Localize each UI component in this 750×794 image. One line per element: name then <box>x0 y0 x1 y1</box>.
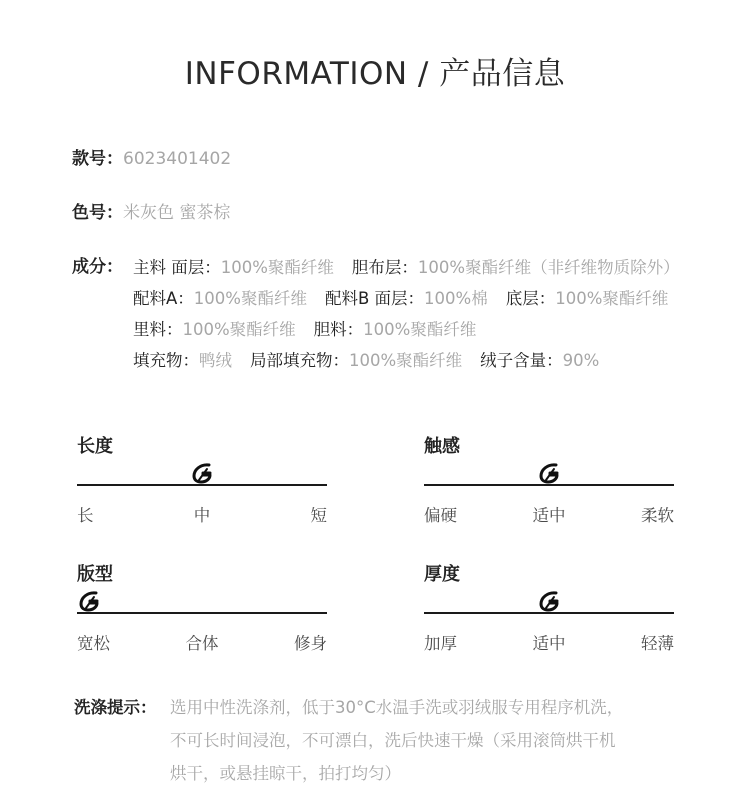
scale-length <box>77 432 327 532</box>
composition-line <box>133 345 680 376</box>
scale-label-right: 短 <box>310 506 327 525</box>
composition-value: 100%聚酯纤维 <box>193 289 307 308</box>
composition-key: 局部填充物： <box>250 351 349 370</box>
scale-label-right: 轻薄 <box>641 634 674 653</box>
scale-label-right: 柔软 <box>641 506 674 525</box>
scale-label-middle: 适中 <box>532 634 566 653</box>
scale-label-right: 修身 <box>294 634 327 653</box>
scale-label-middle: 中 <box>193 506 211 525</box>
style-number-value: 6023401402 <box>123 149 232 169</box>
scale-title: 触感 <box>424 436 460 457</box>
wash-line: 不可长时间浸泡，不可漂白，洗后快速干燥（采用滚筒烘干机 <box>170 731 616 750</box>
composition-value: 100%聚酯纤维 <box>555 289 669 308</box>
scale-label-left: 长 <box>77 506 94 525</box>
composition-value: 100%棉 <box>424 289 488 308</box>
composition-label: 成分： <box>72 257 123 277</box>
composition-value: 鸭绒 <box>199 351 232 370</box>
style-number-row <box>72 144 231 175</box>
composition-line <box>133 283 680 314</box>
wash-text <box>170 692 690 791</box>
composition-key: 底层： <box>505 289 556 308</box>
composition-value: 100%聚酯纤维 <box>182 320 296 339</box>
color-number-value: 米灰色 蜜茶棕 <box>123 203 231 223</box>
composition-key: 胆布层： <box>351 258 418 277</box>
scale-line <box>77 612 327 614</box>
composition-value: 100%聚酯纤维 <box>363 320 477 339</box>
composition-value: 100%聚酯纤维 <box>349 351 463 370</box>
composition-key: 配料B 面层： <box>324 289 425 308</box>
color-number-row <box>72 198 230 229</box>
composition-label-row <box>72 252 123 283</box>
style-number-label: 款号： <box>72 149 123 169</box>
feather-icon <box>537 589 561 613</box>
composition-key: 主料 面层： <box>133 258 221 277</box>
composition-key: 里料： <box>133 320 183 339</box>
scale-label-middle: 适中 <box>532 506 566 525</box>
page-title: INFORMATION / 产品信息 <box>184 56 566 92</box>
scale-thickness <box>424 560 674 660</box>
wash-line: 烘干，或悬挂晾干，拍打均匀） <box>170 764 401 783</box>
scale-title: 长度 <box>77 436 113 457</box>
wash-line: 选用中性洗涤剂，低于30°C水温手洗或羽绒服专用程序机洗， <box>170 698 624 717</box>
composition-key: 填充物： <box>133 351 199 370</box>
composition-value: 90% <box>562 351 600 370</box>
composition-value: 100%聚酯纤维（非纤维物质除外） <box>417 258 680 277</box>
scale-label-left: 宽松 <box>77 634 110 653</box>
composition-key: 绒子含量： <box>480 351 563 370</box>
composition-value: 100%聚酯纤维 <box>220 258 334 277</box>
composition-details <box>133 252 680 376</box>
scale-title: 版型 <box>77 564 113 585</box>
composition-key: 配料A： <box>133 289 194 308</box>
scale-fit <box>77 560 327 660</box>
scale-title: 厚度 <box>424 564 460 585</box>
scale-touch <box>424 432 674 532</box>
scale-label-left: 偏硬 <box>424 506 457 525</box>
feather-icon <box>190 461 214 485</box>
wash-label: 洗涤提示： <box>74 698 157 717</box>
scale-label-left: 加厚 <box>424 634 457 653</box>
composition-line <box>133 252 680 283</box>
color-number-label: 色号： <box>72 203 123 223</box>
composition-line <box>133 314 680 345</box>
feather-icon <box>77 589 101 613</box>
composition-key: 胆料： <box>313 320 364 339</box>
feather-icon <box>537 461 561 485</box>
scale-label-middle: 合体 <box>185 634 219 653</box>
